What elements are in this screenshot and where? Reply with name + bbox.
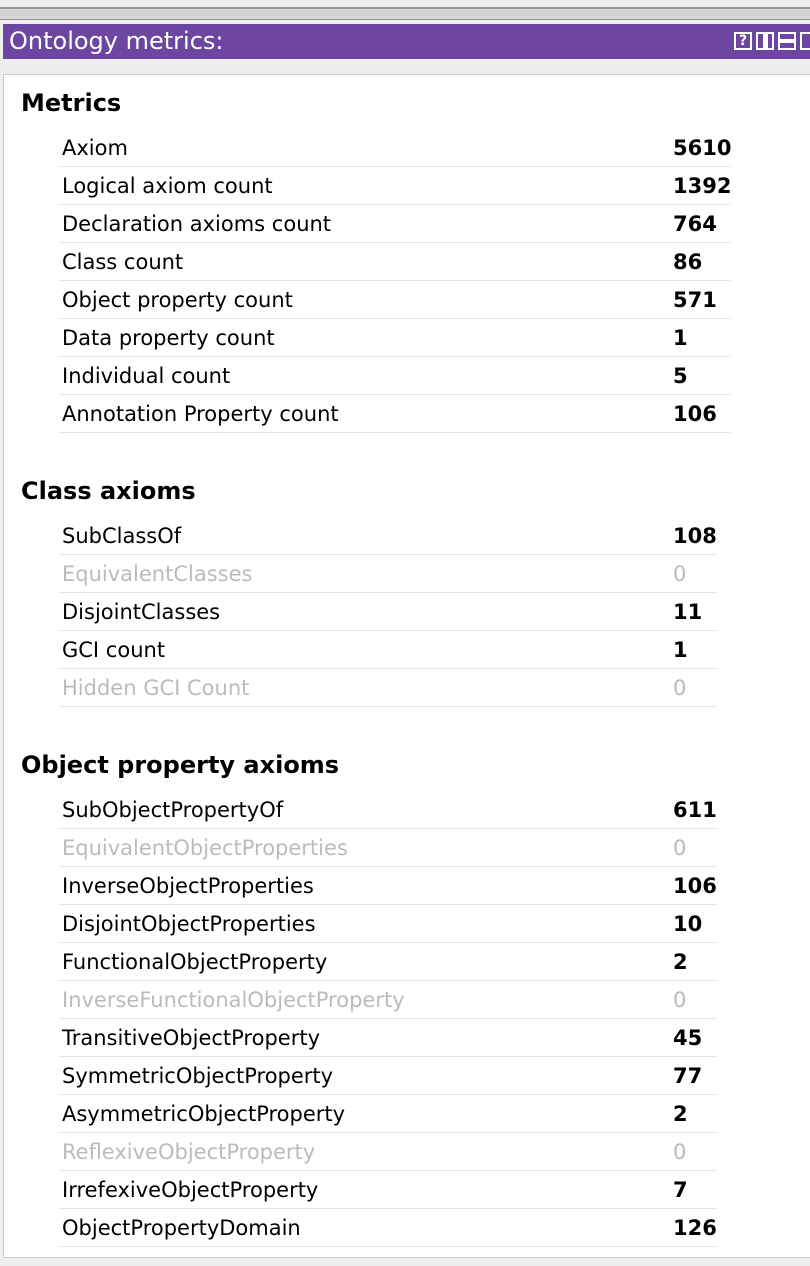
metric-value: 126 [673,1215,717,1240]
close-icon[interactable] [800,32,810,50]
metric-row [59,395,731,433]
metric-label: Hidden GCI Count [62,675,250,700]
metric-value: 7 [673,1177,688,1202]
metric-row [59,1057,717,1095]
metric-value: 0 [673,835,687,860]
metric-label: Logical axiom count [62,173,273,198]
metric-row [59,981,717,1019]
metric-label: InverseFunctionalObjectProperty [62,987,405,1012]
metric-row [59,1019,717,1057]
metric-row [59,669,717,707]
metric-label: IrrefexiveObjectProperty [62,1177,319,1202]
metric-row [59,205,731,243]
metrics-section [21,477,717,707]
metric-row [59,593,717,631]
split-horizontal-icon[interactable] [778,32,796,50]
metric-label: InverseObjectProperties [62,873,314,898]
metric-label: Data property count [62,325,275,350]
metric-row [59,867,717,905]
metric-value: 10 [673,911,703,936]
metric-value: 86 [673,249,703,274]
metric-row [59,943,717,981]
metric-label: ObjectPropertyDomain [62,1215,301,1240]
metric-value: 1392 [673,173,732,198]
metric-label: Annotation Property count [62,401,339,426]
metric-label: SymmetricObjectProperty [62,1063,334,1088]
metric-value: 571 [673,287,717,312]
metric-value: 0 [673,1139,687,1164]
metric-value: 1 [673,325,688,350]
metric-row [59,1171,717,1209]
metric-label: EquivalentClasses [62,561,253,586]
metric-row [59,555,717,593]
metric-value: 45 [673,1025,703,1050]
metric-row [59,167,731,205]
metric-row [59,281,731,319]
metric-value: 0 [673,675,687,700]
metric-label: SubObjectPropertyOf [62,797,284,822]
metric-row [59,631,717,669]
metric-label: TransitiveObjectProperty [62,1025,320,1050]
help-icon[interactable]: ? [734,32,752,50]
view-header [3,24,810,59]
metric-value: 5610 [673,135,732,160]
section-heading: Class axioms [21,477,196,505]
view-title: Ontology metrics: [9,27,224,55]
metric-row [59,1133,717,1171]
metric-value: 0 [673,987,687,1012]
metric-label: DisjointClasses [62,599,221,624]
metric-label: Class count [62,249,184,274]
metric-row [59,243,731,281]
metric-value: 764 [673,211,717,236]
metrics-panel [3,74,810,1258]
metric-row [59,829,717,867]
metric-label: FunctionalObjectProperty [62,949,328,974]
metric-row [59,129,731,167]
metric-row [59,319,731,357]
metrics-section [21,89,731,433]
metric-value: 2 [673,1101,688,1126]
metric-row [59,791,717,829]
metric-label: EquivalentObjectProperties [62,835,348,860]
metric-value: 106 [673,873,717,898]
section-heading: Object property axioms [21,751,340,779]
metric-value: 0 [673,561,687,586]
metric-label: DisjointObjectProperties [62,911,316,936]
metric-label: Individual count [62,363,231,388]
metrics-section [21,751,717,1247]
metric-label: Declaration axioms count [62,211,332,236]
split-vertical-icon[interactable] [756,32,774,50]
metric-row [59,517,717,555]
metric-label: SubClassOf [62,523,182,548]
metric-row [59,905,717,943]
top-divider [0,7,810,20]
metric-row [59,357,731,395]
metric-label: Object property count [62,287,293,312]
metric-label: AsymmetricObjectProperty [62,1101,346,1126]
metric-label: ReflexiveObjectProperty [62,1139,316,1164]
metric-value: 611 [673,797,717,822]
metric-label: GCI count [62,637,166,662]
section-heading: Metrics [21,89,122,117]
metric-row [59,1095,717,1133]
metric-value: 2 [673,949,688,974]
metric-row [59,1209,717,1247]
metric-value: 11 [673,599,703,624]
metric-value: 108 [673,523,717,548]
metric-value: 1 [673,637,688,662]
metric-label: Axiom [62,135,128,160]
metric-value: 77 [673,1063,703,1088]
metric-value: 106 [673,401,717,426]
metric-value: 5 [673,363,688,388]
